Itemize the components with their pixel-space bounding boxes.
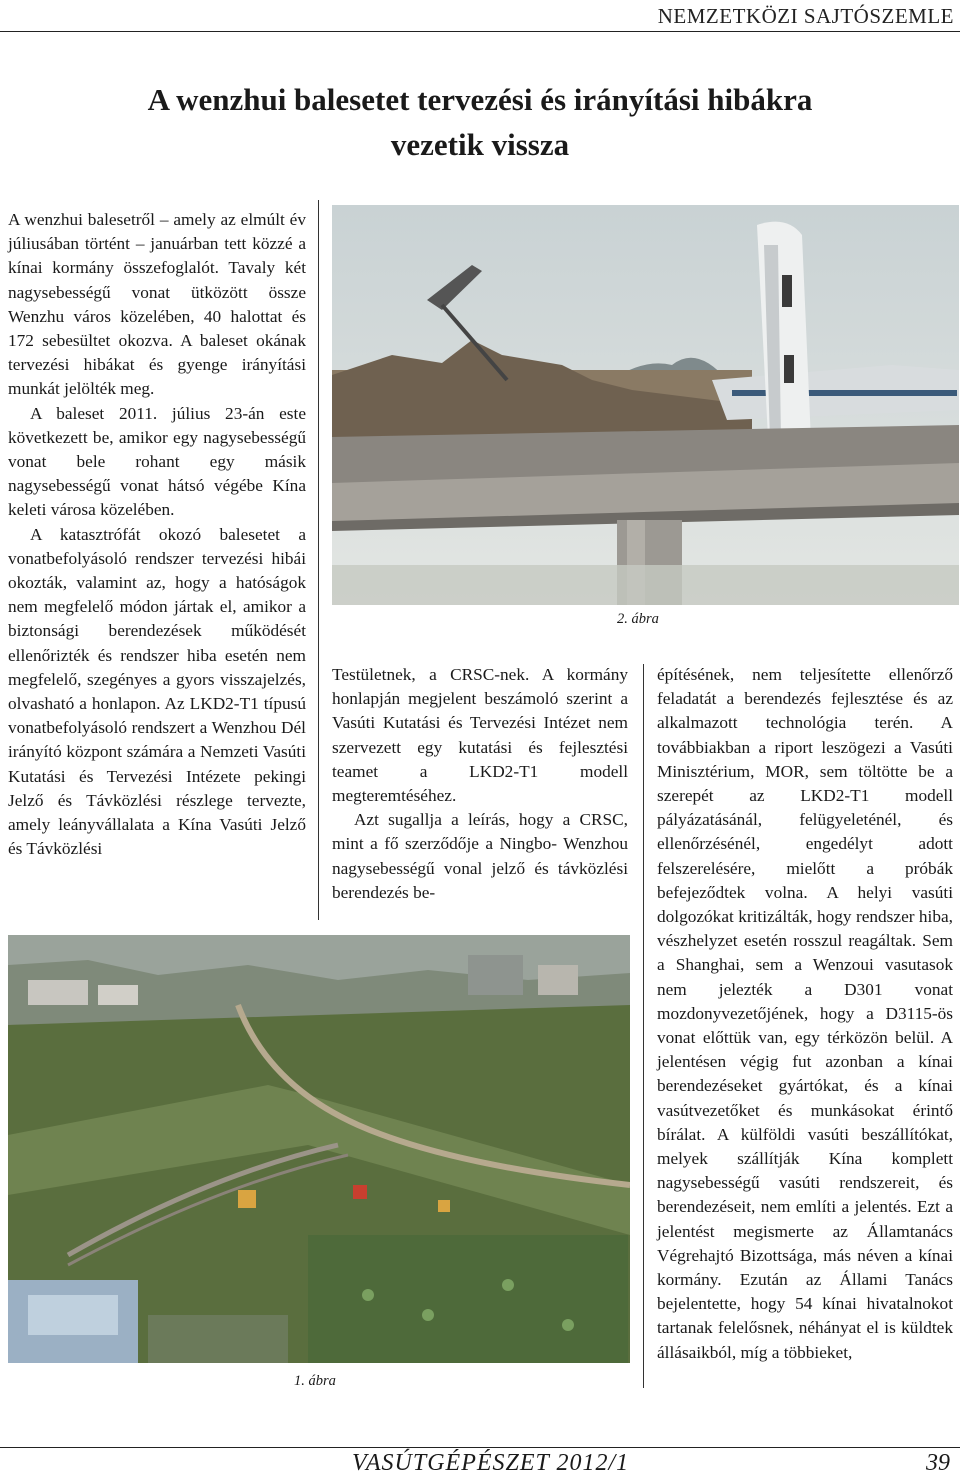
- column-divider-1: [318, 200, 319, 920]
- col2-paragraph-1: Testületnek, a CRSC-nek. A kormány honlapján megjelent beszámoló szerint a Vasúti Kutatási és Tervezési Intézet nem szervezett egy kutatási és fejlesztési teamet a LKD2-T1 modell megteremtéséhez.: [332, 665, 628, 806]
- column-2: [332, 663, 628, 905]
- figure-1-caption: 1. ábra: [294, 1373, 336, 1389]
- page-number: 39: [926, 1450, 950, 1476]
- col1-paragraph-1: A wenzhui balesetről – amely az elmúlt év júliusában történt – januárban tett közzé a kínai kormány összefoglalót. Tavaly két nagysebességű vonat ütközött össze Wenzhu város közelében, 40 halottat és 172 sebesültet okozva. A baleset okának tervezési hibákat és gyenge irányítási munkát jelölték meg.: [8, 210, 306, 399]
- section-title: NEMZETKÖZI SAJTÓSZEMLE: [657, 4, 954, 28]
- figure-2-caption: 2. ábra: [617, 611, 659, 627]
- col2-paragraph-2: Azt sugallja a leírás, hogy a CRSC, mint a fő szerződője a Ningbo- Wenzhou nagysebességű vonal jelző és távközlési berendezés be-: [332, 810, 628, 902]
- footer-divider: [0, 1447, 960, 1448]
- column-3: [657, 663, 953, 1365]
- col1-paragraph-2: A baleset 2011. július 23-án este következett be, amikor egy nagysebességű vonat bele rohant egy másik nagysebességű vonat hátsó végébe Kína keleti városa közelében.: [8, 403, 306, 520]
- article-title-line-1: A wenzhui balesetet tervezési és irányítási hibákra: [147, 82, 813, 117]
- article-title: [0, 78, 960, 168]
- column-divider-2: [643, 664, 644, 1388]
- col3-paragraph-1: építésének, nem teljesítette ellenőrző feladatát a berendezés fejlesztése és az alkalmazott technológia terén. A továbbiakban a riport leszögezi a Vasúti Minisztérium, MOR, sem töltötte be a szerepét az LKD2-T1 modell pályázatásánál, felügyeleténél, és ellenőrzésénél, engedélyt adott felszerelésére, mielőtt a próbák befejeződtek volna. A helyi vasúti dolgozókat kritizálták, hogy rendszer hiba, vészhelyzet esetén rosszul reagáltak. Sem a Shanghai, sem a Wenzoui vasutasok nem jelezték a D301 vonat mozdonyvezetőjének, hogy a D3115-ös vonat előttük van, egy térközön belül. A jelentésen végig fut azonban a kínai berendezéseket gyártókat, és a kínai vasútvezetőket és munkásokat érintő bírálat. A külföldi vasúti beszállítókat, melyek szállítják Kína komplett nagysebességű vasúti rendszereit, és berendezéseit, nem említi a jelentés. Ezt a jelentést megismerte az Államtanács Végrehajtó Bizottsága, más néven a kínai kormány. Ezután az Állami Tanács bejelentette, hogy 54 kínai hivatalnokot tartanak felelősnek, néhányat el is küldtek állásaikból, míg a többieket,: [657, 665, 953, 1362]
- figure-1-photo: [8, 935, 630, 1363]
- header-divider: [0, 31, 960, 32]
- col1-paragraph-3: A katasztrófát okozó balesetet a vonatbefolyásoló rendszer tervezési hibái okozták, valamint az, hogy a hatóságok nem megfelelő módon jártak el, amikor a biztonsági berendezések működését ellenőrizték és rendszer hiba esetén nem megfelelő, szegényes a gyors visszajelzés, olvasható a honlapon. Az LKD2-T1 típusú vonatbefolyásoló rendszert a Wenzhou Dél irányító központ számára a Nemzeti Vasúti Kutatási és Tervezési Intézete pekingi Jelző és Távközlési részlege tervezte, amely leányvállalata a Kína Vasúti Jelző és Távközlési: [8, 524, 306, 859]
- footer-publication: VASÚTGÉPÉSZET 2012/1: [352, 1450, 630, 1476]
- article-title-line-2: vezetik vissza: [390, 126, 570, 162]
- figure-2-photo: [332, 205, 959, 605]
- column-1: [8, 208, 306, 861]
